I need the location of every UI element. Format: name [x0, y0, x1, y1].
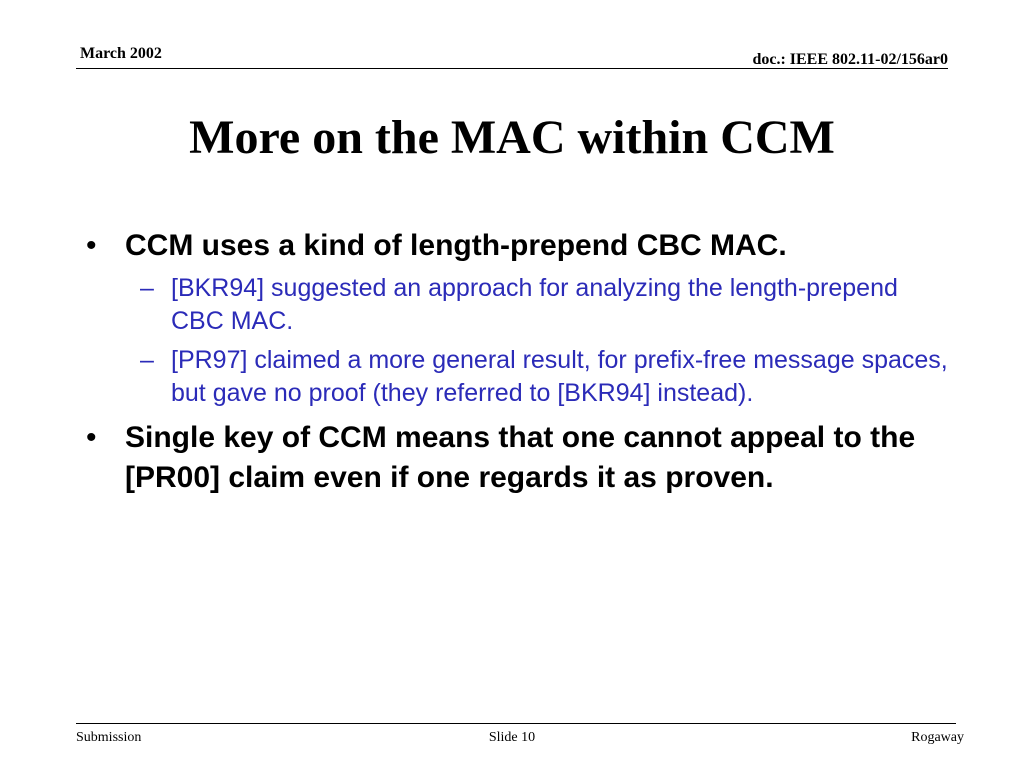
- bullet-item: [80, 226, 950, 266]
- sub-bullet-text: [PR97] claimed a more general result, for prefix-free message spaces, but gave no proof (they referred to [BKR94] instead).: [171, 346, 948, 407]
- sub-bullet-text: [BKR94] suggested an approach for analyzing the length-prepend CBC MAC.: [171, 274, 898, 335]
- bullet-text: CCM uses a kind of length-prepend CBC MAC.: [125, 229, 787, 262]
- footer-author: Rogaway: [911, 730, 964, 745]
- bullet-icon: •: [86, 229, 97, 262]
- slide-body: [80, 226, 950, 506]
- sub-bullet-item: [80, 272, 950, 338]
- sub-bullet-item: [80, 344, 950, 410]
- header-date: March 2002: [80, 45, 162, 62]
- dash-icon: –: [140, 346, 154, 374]
- bullet-text: Single key of CCM means that one cannot appeal to the [PR00] claim even if one regards it as proven.: [125, 421, 916, 494]
- dash-icon: –: [140, 274, 154, 302]
- slide-title: More on the MAC within CCM: [189, 111, 835, 164]
- footer-rule: [76, 723, 956, 724]
- bullet-icon: •: [86, 421, 97, 454]
- footer-slide-number: Slide 10: [488, 730, 536, 745]
- footer-submission: Submission: [76, 730, 142, 745]
- header-doc-id: doc.: IEEE 802.11-02/156ar0: [752, 51, 948, 68]
- bullet-item: [80, 418, 950, 498]
- header-rule: [76, 68, 948, 69]
